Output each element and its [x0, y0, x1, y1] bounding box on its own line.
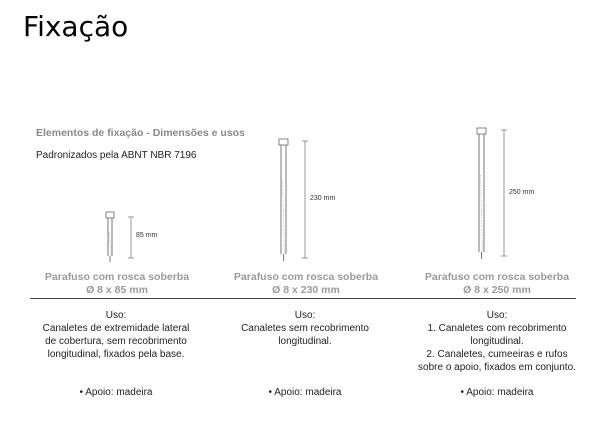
uso-line: longitudinal.: [470, 336, 524, 347]
section-divider: [30, 298, 576, 299]
screw-250-head: [477, 128, 486, 134]
screw-230-dimension-label: 230 mm: [310, 195, 336, 202]
screw-85-name: [17, 271, 217, 297]
screw-230-head: [279, 139, 288, 145]
screw-230-drawing: [279, 139, 308, 261]
screw-250-name-line2: Ø 8 x 250 mm: [463, 284, 531, 296]
screw-85-apoio: • Apoio: madeira: [79, 387, 153, 398]
screw-85-head: [106, 212, 114, 218]
uso-line: sobre o apoio, fixados em conjunto.: [418, 362, 576, 373]
screw-250-uso: [402, 309, 592, 374]
uso-line: 2. Canaletes, cumeeiras e rufos: [426, 349, 568, 360]
uso-title: Uso:: [486, 310, 508, 321]
uso-line: 1. Canaletes com recobrimento: [427, 323, 567, 334]
uso-line: longitudinal.: [278, 336, 332, 347]
screw-85-name-line1: Parafuso com rosca soberba: [44, 271, 190, 283]
screw-85-name-line2: Ø 8 x 85 mm: [86, 284, 148, 296]
uso-title: Uso:: [294, 310, 316, 321]
screw-250-drawing: [477, 128, 507, 259]
uso-line: longitudinal, fixados pela base.: [47, 349, 185, 360]
uso-line: de cobertura, sem recobrimento: [45, 336, 187, 347]
screw-250-apoio: • Apoio: madeira: [460, 387, 534, 398]
uso-title: Uso:: [105, 310, 127, 321]
uso-line: Canaletes sem recobrimento: [241, 323, 369, 334]
screw-250-name-line1: Parafuso com rosca soberba: [424, 271, 570, 283]
screw-85-drawing: [106, 212, 134, 262]
screw-230-name-line2: Ø 8 x 230 mm: [272, 284, 340, 296]
screw-230-uso: [210, 309, 400, 348]
screw-230-name-line1: Parafuso com rosca soberba: [233, 271, 379, 283]
slide-title: Fixação: [23, 10, 129, 43]
screw-230-apoio: • Apoio: madeira: [268, 387, 342, 398]
uso-line: Canaletes de extremidade lateral: [42, 323, 190, 334]
screw-230-name: [206, 271, 406, 297]
screw-250-name: [397, 271, 597, 297]
screw-85-uso: [21, 309, 211, 361]
screw-85-dimension-label: 85 mm: [136, 232, 158, 239]
section-subtitle: Padronizados pela ABNT NBR 7196: [36, 150, 197, 161]
section-title: Elementos de fixação - Dimensões e usos: [36, 127, 245, 139]
screw-250-dimension-label: 250 mm: [509, 189, 535, 196]
